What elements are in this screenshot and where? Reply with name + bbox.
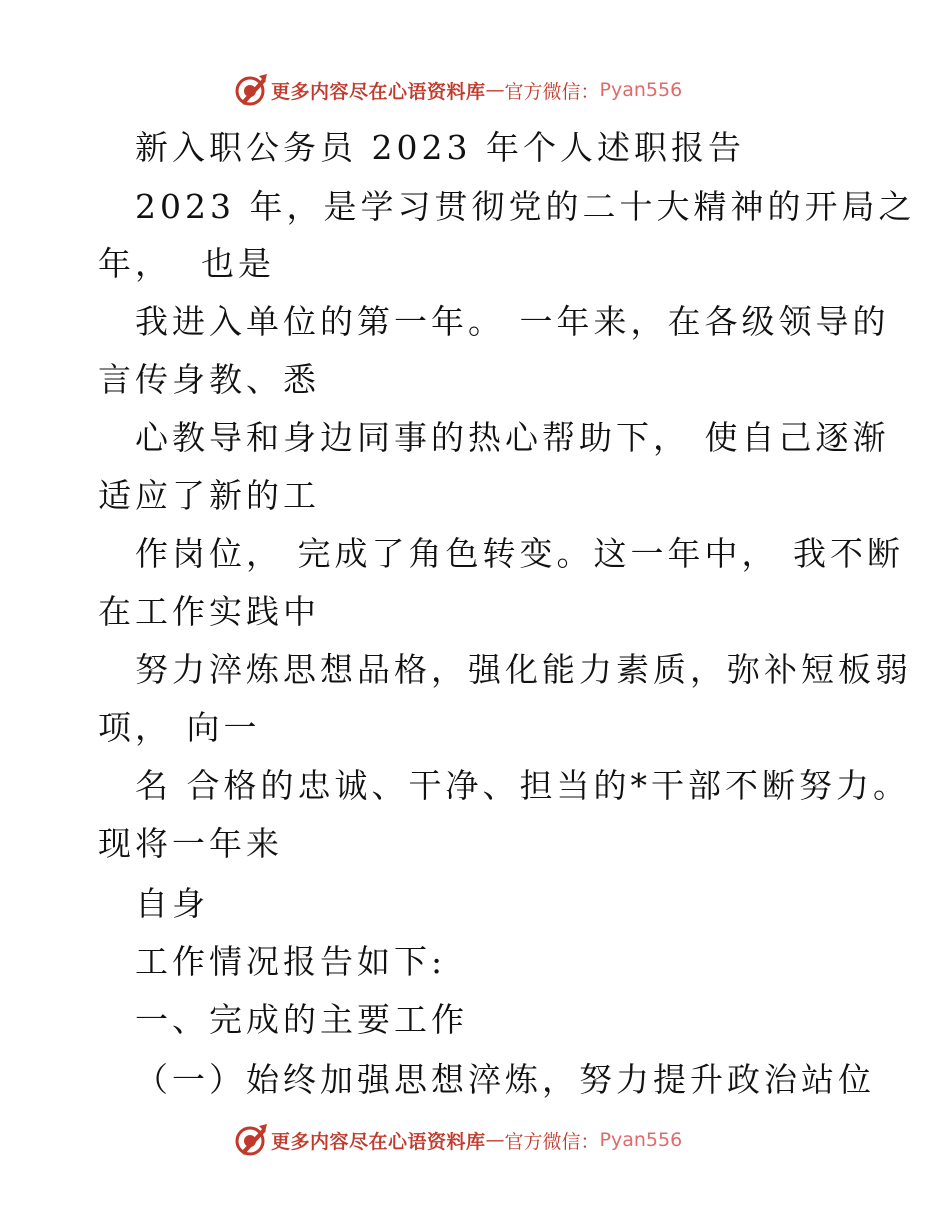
watermark-dash: — xyxy=(485,1129,505,1151)
watermark-footer xyxy=(233,1122,682,1158)
paragraph-line: 名 合格的忠诚、干净、担当的*干部不断努力。 xyxy=(135,766,910,805)
paragraph-line: 在工作实践中 xyxy=(98,592,320,631)
pen-seal-icon xyxy=(233,72,269,108)
document-title: 新入职公务员 2023 年个人述职报告 xyxy=(135,128,745,167)
paragraph-line: 自身 xyxy=(135,884,209,923)
paragraph-line: 项， 向一 xyxy=(98,708,261,747)
paragraph-line: 作岗位， 完成了角色转变。这一年中， 我不断 xyxy=(135,534,904,573)
paragraph-line: 适应了新的工 xyxy=(98,476,320,515)
watermark-brand: 更多内容尽在心语资料库 xyxy=(271,80,486,103)
paragraph-line: 2023 年，是学习贯彻党的二十大精神的开局之 xyxy=(135,187,916,226)
pen-seal-icon xyxy=(233,1122,269,1158)
paragraph-line: 我进入单位的第一年。 一年来，在各级领导的 xyxy=(135,302,890,341)
watermark-wechat-label: 官方微信： xyxy=(504,1130,600,1153)
watermark-wechat-id: Pyan556 xyxy=(599,79,683,101)
watermark-wechat-id: Pyan556 xyxy=(599,1129,683,1151)
paragraph-line: 努力淬炼思想品格，强化能力素质，弥补短板弱 xyxy=(135,650,912,689)
subsection-heading: （一）始终加强思想淬炼，努力提升政治站位 xyxy=(135,1060,875,1099)
paragraph-line: 言传身教、悉 xyxy=(98,360,320,399)
paragraph-line: 年， 也是 xyxy=(98,244,275,283)
watermark-brand: 更多内容尽在心语资料库 xyxy=(271,1130,486,1153)
watermark-dash: — xyxy=(485,79,505,101)
paragraph-line: 现将一年来 xyxy=(98,824,283,863)
paragraph-line: 工作情况报告如下: xyxy=(135,942,447,981)
watermark-header xyxy=(233,72,682,108)
paragraph-line: 心教导和身边同事的热心帮助下， 使自己逐渐 xyxy=(135,418,890,457)
watermark-wechat-label: 官方微信： xyxy=(504,80,600,103)
section-heading: 一、完成的主要工作 xyxy=(135,1000,468,1039)
